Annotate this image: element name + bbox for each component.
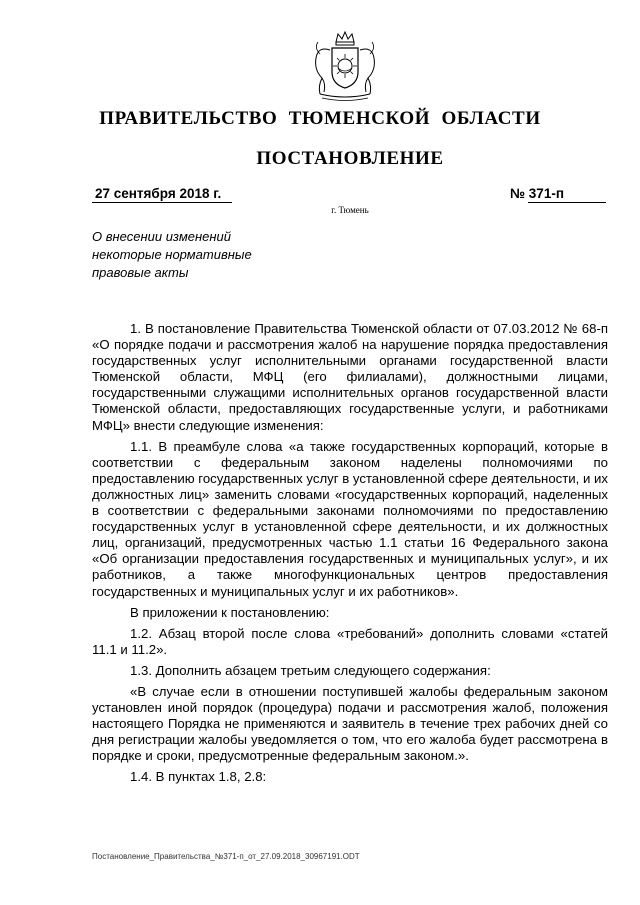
document-city: г. Тюмень xyxy=(331,205,369,215)
paragraph-1-3: 1.3. Дополнить абзацем третьим следующего содержания: xyxy=(130,662,491,678)
document-body xyxy=(92,321,608,791)
document-number: № 371-п xyxy=(510,186,564,201)
document-date: 27 сентября 2018 г. xyxy=(95,186,222,201)
paragraph-1-4: 1.4. В пунктах 1.8, 2.8: xyxy=(130,769,267,785)
paragraph-1-2: 1.2. Абзац второй после слова «требований» дополнить словами «статей 11.1 и 11.2». xyxy=(92,625,608,657)
file-footer: Постановление_Правительства_№371-п_от_27.09.2018_30967191.ODT xyxy=(92,852,360,861)
date-underline xyxy=(92,202,232,203)
document-subject: О внесении изменений некоторые нормативные правовые акты xyxy=(92,229,252,280)
paragraph-1-1: 1.1. В преамбуле слова «а также государственных корпораций, которые в соответствии с федеральным законом наделены полномочиями по предоставлению государственных услуг в установленной сфере деятельности, и их должностных лиц» заменить словами «государственных корпораций, наделенных в соответствии с федеральными законами полномочиями по предоставлению государственных услуг в установленной сфере деятельности, и их должностных лиц, организаций, предусмотренных частью 1.1 статьи 16 Федерального закона «Об организации предоставления государственных и муниципальных услуг», и их работников, а также многофункциональных центров предоставления государственных и муниципальных услуг и их работников». xyxy=(92,438,608,599)
paragraph-1: 1. В постановление Правительства Тюменской области от 07.03.2012 № 68-п «О порядке подачи и рассмотрения жалоб на нарушение порядка предоставления государственных услуг исполнительными органами государственной власти Тюменской области, МФЦ (его филиалами), должностными лицами, государственными служащими исполнительных органов государственной власти Тюменской области, предоставляющих государственные услуги, и работниками МФЦ» внести следующие изменения: xyxy=(92,321,608,433)
paragraph-appendix: В приложении к постановлению: xyxy=(130,604,330,620)
coat-of-arms-emblem xyxy=(308,28,382,102)
document-type: ПОСТАНОВЛЕНИЕ xyxy=(256,148,444,169)
number-underline xyxy=(528,202,606,203)
paragraph-quote: «В случае если в отношении поступившей жалобы федеральным законом установлен иной порядок (процедура) подачи и рассмотрения жалоб, положения настоящего Порядка не применяются и заявитель в течение трех рабочих дней со дня регистрации жалобы уведомляется о том, что его жалоба будет рассмотрена в порядке и сроки, предусмотренные федеральным законом.». xyxy=(92,683,608,764)
government-title: ПРАВИТЕЛЬСТВО ТЮМЕНСКОЙ ОБЛАСТИ xyxy=(99,108,541,129)
